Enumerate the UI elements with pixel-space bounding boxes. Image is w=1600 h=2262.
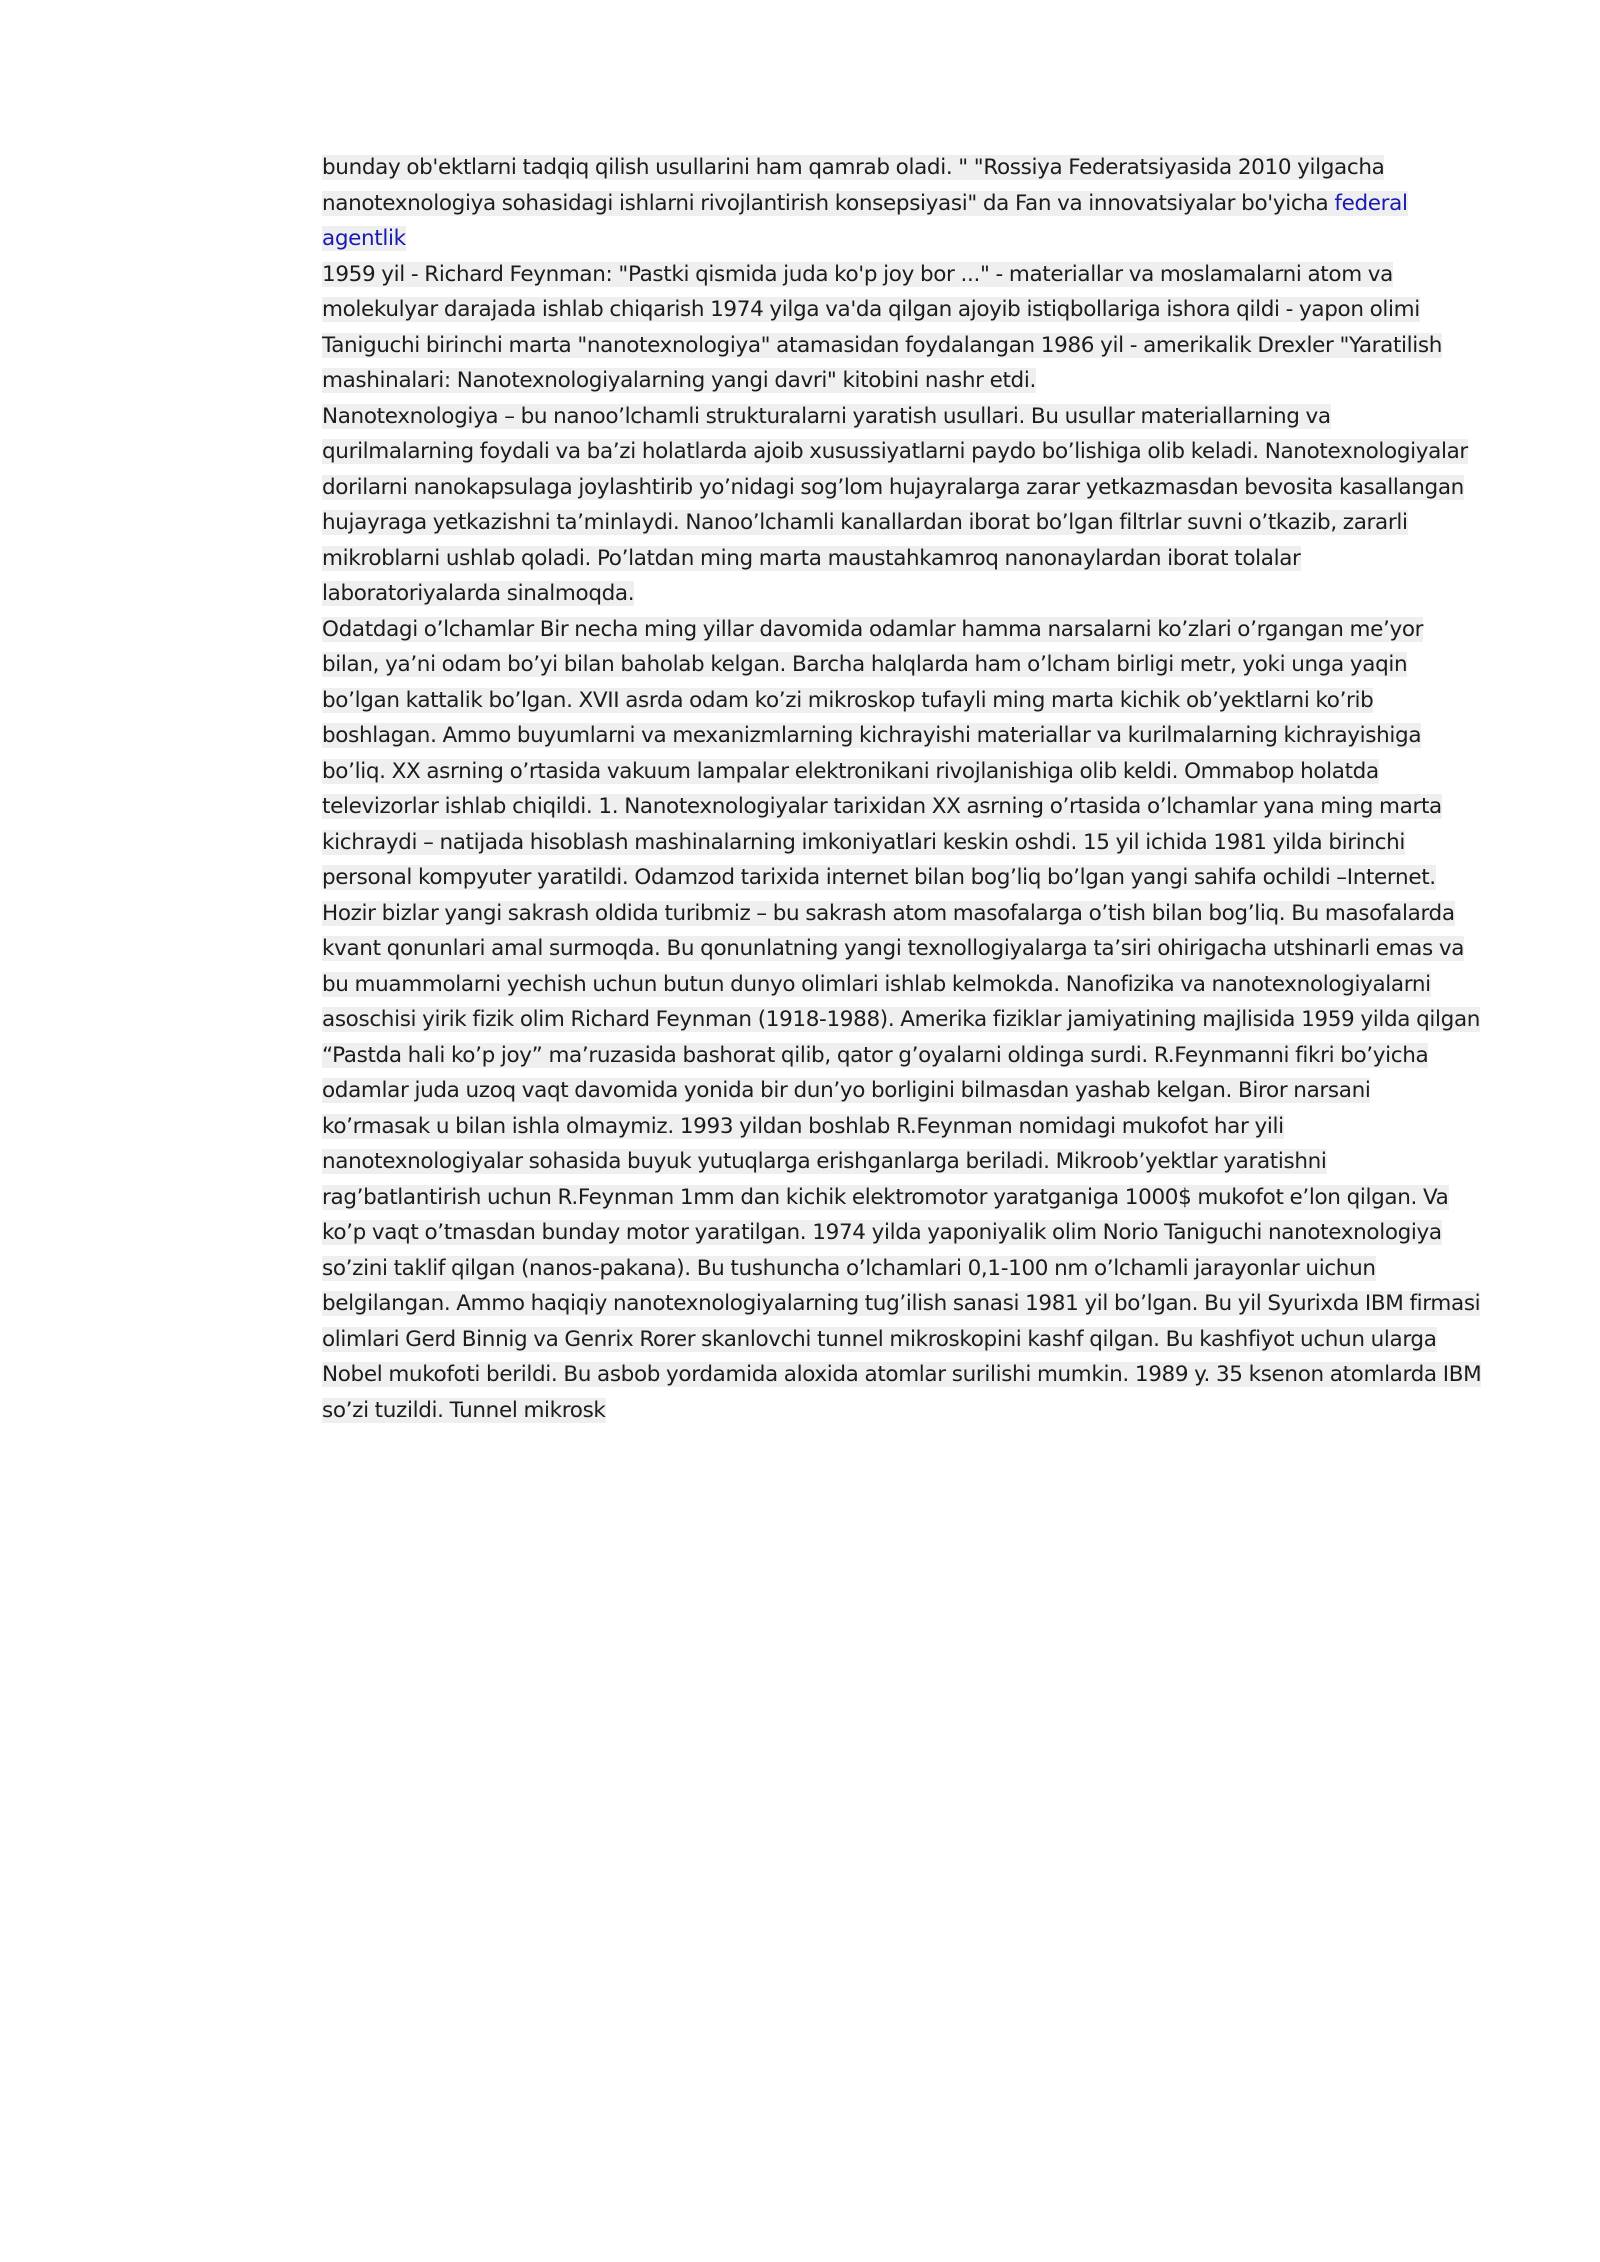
paragraph-intro <box>322 150 1482 257</box>
paragraph-text: 1959 yil - Richard Feynman: "Pastki qismida juda ko'p joy bor ..." - materiallar va moslamalarni atom va molekulyar darajada ishlab chiqarish 1974 yilga va'da qilgan ajoyib istiqbollariga ishora qildi - yapon olimi Taniguchi birinchi marta "nanotexnologiya" atamasidan foydalangan 1986 yil - amerikalik Drexler "Yaratilish mashinalari: Nanotexnologiyalarning yangi davri" kitobini nashr etdi. <box>322 261 1443 393</box>
paragraph-ordinary-dimensions <box>322 612 1482 1429</box>
federal-agentlik-link[interactable]: federal agentlik <box>322 190 1408 251</box>
paragraph-text: Odatdagi o’lchamlar Bir necha ming yillar davomida odamlar hamma narsalarni ko’zlari o’rgangan me’yor bilan, ya’ni odam bo’yi bilan baholab kelgan. Barcha halqlarda ham o’lcham birligi metr, yoki unga yaqin bo’lgan kattalik bo’lgan. XVII asrda odam ko’zi mikroskop tufayli ming marta kichik ob’yektlarni ko’rib boshlagan. Ammo buyumlarni va mexanizmlarning kichrayishi materiallar va kurilmalarning kichrayishiga bo’liq. XX asrning o’rtasida vakuum lampalar elektronikani rivojlanishiga olib keldi. Ommabop holatda televizorlar ishlab chiqildi. 1. Nanotexnologiyalar tarixidan XX asrning o’rtasida o’lchamlar yana ming marta kichraydi – natijada hisoblash mashinalarning imkoniyatlari keskin oshdi. 15 yil ichida 1981 yilda birinchi personal kompyuter yaratildi. Odamzod tarixida internet bilan bog’liq bo’lgan yangi sahifa ochildi –Internet. Hozir bizlar yangi sakrash oldida turibmiz – bu sakrash atom masofalarga o’tish bilan bog’liq. Bu masofalarda kvant qonunlari amal surmoqda. Bu qonunlatning yangi texnollogiyalarga ta’siri ohirigacha utshinarli emas va bu muammolarni yechish uchun butun dunyo olimlari ishlab kelmokda. Nanofizika va nanotexnologiyalarni asoschisi yirik fizik olim Richard Feynman (1918-1988). Amerika fiziklar jamiyatining majlisida 1959 yilda qilgan “Pastda hali ko’p joy” ma’ruzasida bashorat qilib, qator g’oyalarni oldinga surdi. R.Feynmanni fikri bo’yicha odamlar juda uzoq vaqt davomida yonida bir dun’yo borligini bilmasdan yashab kelgan. Biror narsani ko’rmasak u bilan ishla olmaymiz. 1993 yildan boshlab R.Feynman nomidagi mukofot har yili nanotexnologiyalar sohasida buyuk yutuqlarga erishganlarga beriladi. Mikroob’yektlar yaratishni rag’batlantirish uchun R.Feynman 1mm dan kichik elektromotor yaratganiga 1000$ mukofot e’lon qilgan. Va ko’p vaqt o’tmasdan bunday motor yaratilgan. 1974 yilda yaponiyalik olim Norio Taniguchi nanotexnologiya so’zini taklif qilgan (nanos-pakana). Bu tushuncha o’lchamlari 0,1-100 nm o’lchamli jarayonlar uichun belgilangan. Ammo haqiqiy nanotexnologiyalarning tug’ilish sanasi 1981 yil bo’lgan. Bu yil Syurixda IBM firmasi olimlari Gerd Binnig va Genrix Rorer skanlovchi tunnel mikroskopini kashf qilgan. Bu kashfiyot uchun ularga Nobel mukofoti berildi. Bu asbob yordamida aloxida atomlar surilishi mumkin. 1989 y. 35 ksenon atomlarda IBM so’zi tuzildi. Tunnel mikrosk <box>322 616 1482 1423</box>
paragraph-text: Nanotexnologiya – bu nanoo’lchamli strukturalarni yaratish usullari. Bu usullar materiallarning va qurilmalarning foydali va ba’zi holatlarda ajoib xusussiyatlarni paydo bo’lishiga olib keladi. Nanotexnologiyalar dorilarni nanokapsulaga joylashtirib yo’nidagi sog’lom hujayralarga zarar yetkazmasdan bevosita kasallangan hujayraga yetkazishni ta’minlaydi. Nanoo’lchamli kanallardan iborat bo’lgan filtrlar suvni o’tkazib, zararli mikroblarni ushlab qoladi. Po’latdan ming marta maustahkamroq nanonaylardan iborat tolalar laboratoriyalarda sinalmoqda. <box>322 403 1468 606</box>
paragraph-text: bunday ob'ektlarni tadqiq qilish usullarini ham qamrab oladi. " "Rossiya Federatsiyasida 2010 yilgacha nanotexnologiya sohasidagi ishlarni rivojlantirish konsepsiyasi" da Fan va innovatsiyalar bo'yicha <box>322 155 1385 216</box>
paragraph-history <box>322 257 1482 399</box>
paragraph-nanotechnology-definition <box>322 399 1482 612</box>
document-body <box>322 150 1482 1428</box>
